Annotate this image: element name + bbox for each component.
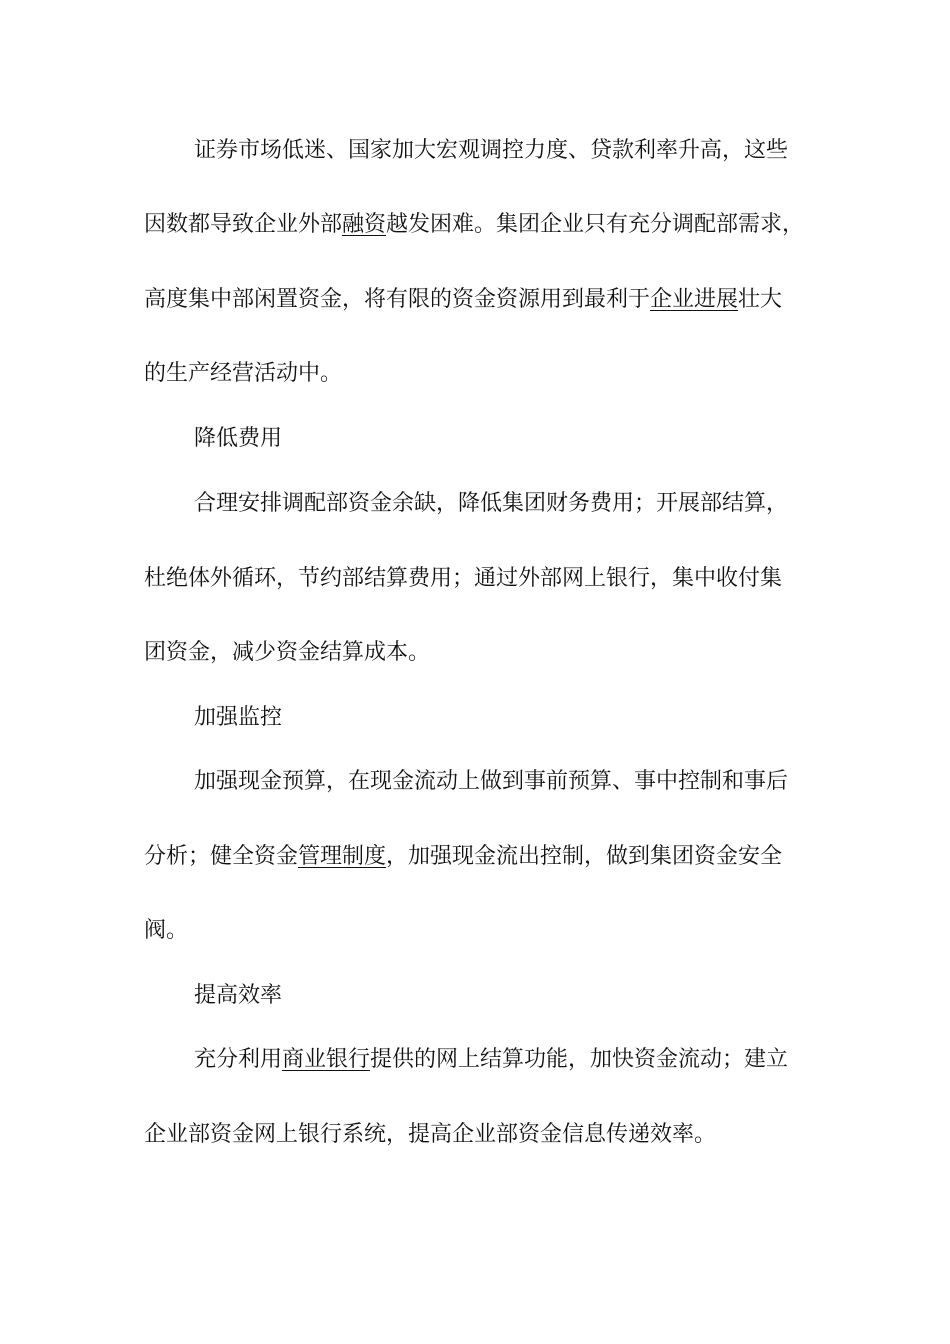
link-management-system[interactable]: 管理制度 bbox=[298, 844, 387, 869]
section-heading-reduce-costs bbox=[194, 424, 282, 454]
text: 提供的网上结算功能，加快资金流动；建立 bbox=[370, 1047, 789, 1072]
paragraph-3-line-2 bbox=[144, 842, 782, 872]
text: 证券市场低迷、国家加大宏观调控力度、贷款利率升高，这些 bbox=[194, 138, 789, 163]
section-heading-strengthen-monitoring bbox=[194, 703, 282, 733]
text: 合理安排调配部资金余缺，降低集团财务费用；开展部结算， bbox=[194, 491, 789, 516]
paragraph-2-line-1 bbox=[194, 489, 788, 519]
paragraph-2-line-2 bbox=[144, 564, 782, 594]
paragraph-1-line-3 bbox=[144, 285, 782, 315]
heading-text: 加强监控 bbox=[194, 705, 283, 730]
paragraph-1-line-4 bbox=[144, 359, 342, 389]
paragraph-3-line-3 bbox=[144, 916, 188, 946]
text: 充分利用 bbox=[194, 1047, 283, 1072]
paragraph-4-line-2 bbox=[144, 1120, 716, 1150]
text: 杜绝体外循环，节约部结算费用；通过外部网上银行，集中收付集 bbox=[144, 566, 783, 591]
text: 企业部资金网上银行系统，提高企业部资金信息传递效率。 bbox=[144, 1122, 717, 1147]
text: 分析；健全资金 bbox=[144, 844, 299, 869]
paragraph-1-line-2 bbox=[144, 210, 804, 240]
text: 团资金，减少资金结算成本。 bbox=[144, 640, 431, 665]
text: 壮大 bbox=[738, 287, 783, 312]
text: 越发困难。集团企业只有充分调配部需求， bbox=[386, 212, 805, 237]
paragraph-3-line-1 bbox=[194, 767, 788, 797]
text: 加强现金预算，在现金流动上做到事前预算、事中控制和事后 bbox=[194, 769, 789, 794]
text: 高度集中部闲置资金，将有限的资金资源用到最利于 bbox=[144, 287, 651, 312]
paragraph-4-line-1 bbox=[194, 1045, 788, 1075]
link-commercial-bank[interactable]: 商业银行 bbox=[282, 1047, 371, 1072]
link-enterprise-development[interactable]: 企业进展 bbox=[650, 287, 739, 312]
heading-text: 提高效率 bbox=[194, 983, 283, 1008]
heading-text: 降低费用 bbox=[194, 426, 283, 451]
link-financing[interactable]: 融资 bbox=[342, 212, 387, 237]
text: 阀。 bbox=[144, 918, 189, 943]
section-heading-improve-efficiency bbox=[194, 981, 282, 1011]
text: 因数都导致企业外部 bbox=[144, 212, 343, 237]
text: ，加强现金流出控制，做到集团资金安全 bbox=[386, 844, 783, 869]
paragraph-1-line-1 bbox=[194, 136, 788, 166]
paragraph-2-line-3 bbox=[144, 638, 430, 668]
text: 的生产经营活动中。 bbox=[144, 361, 343, 386]
